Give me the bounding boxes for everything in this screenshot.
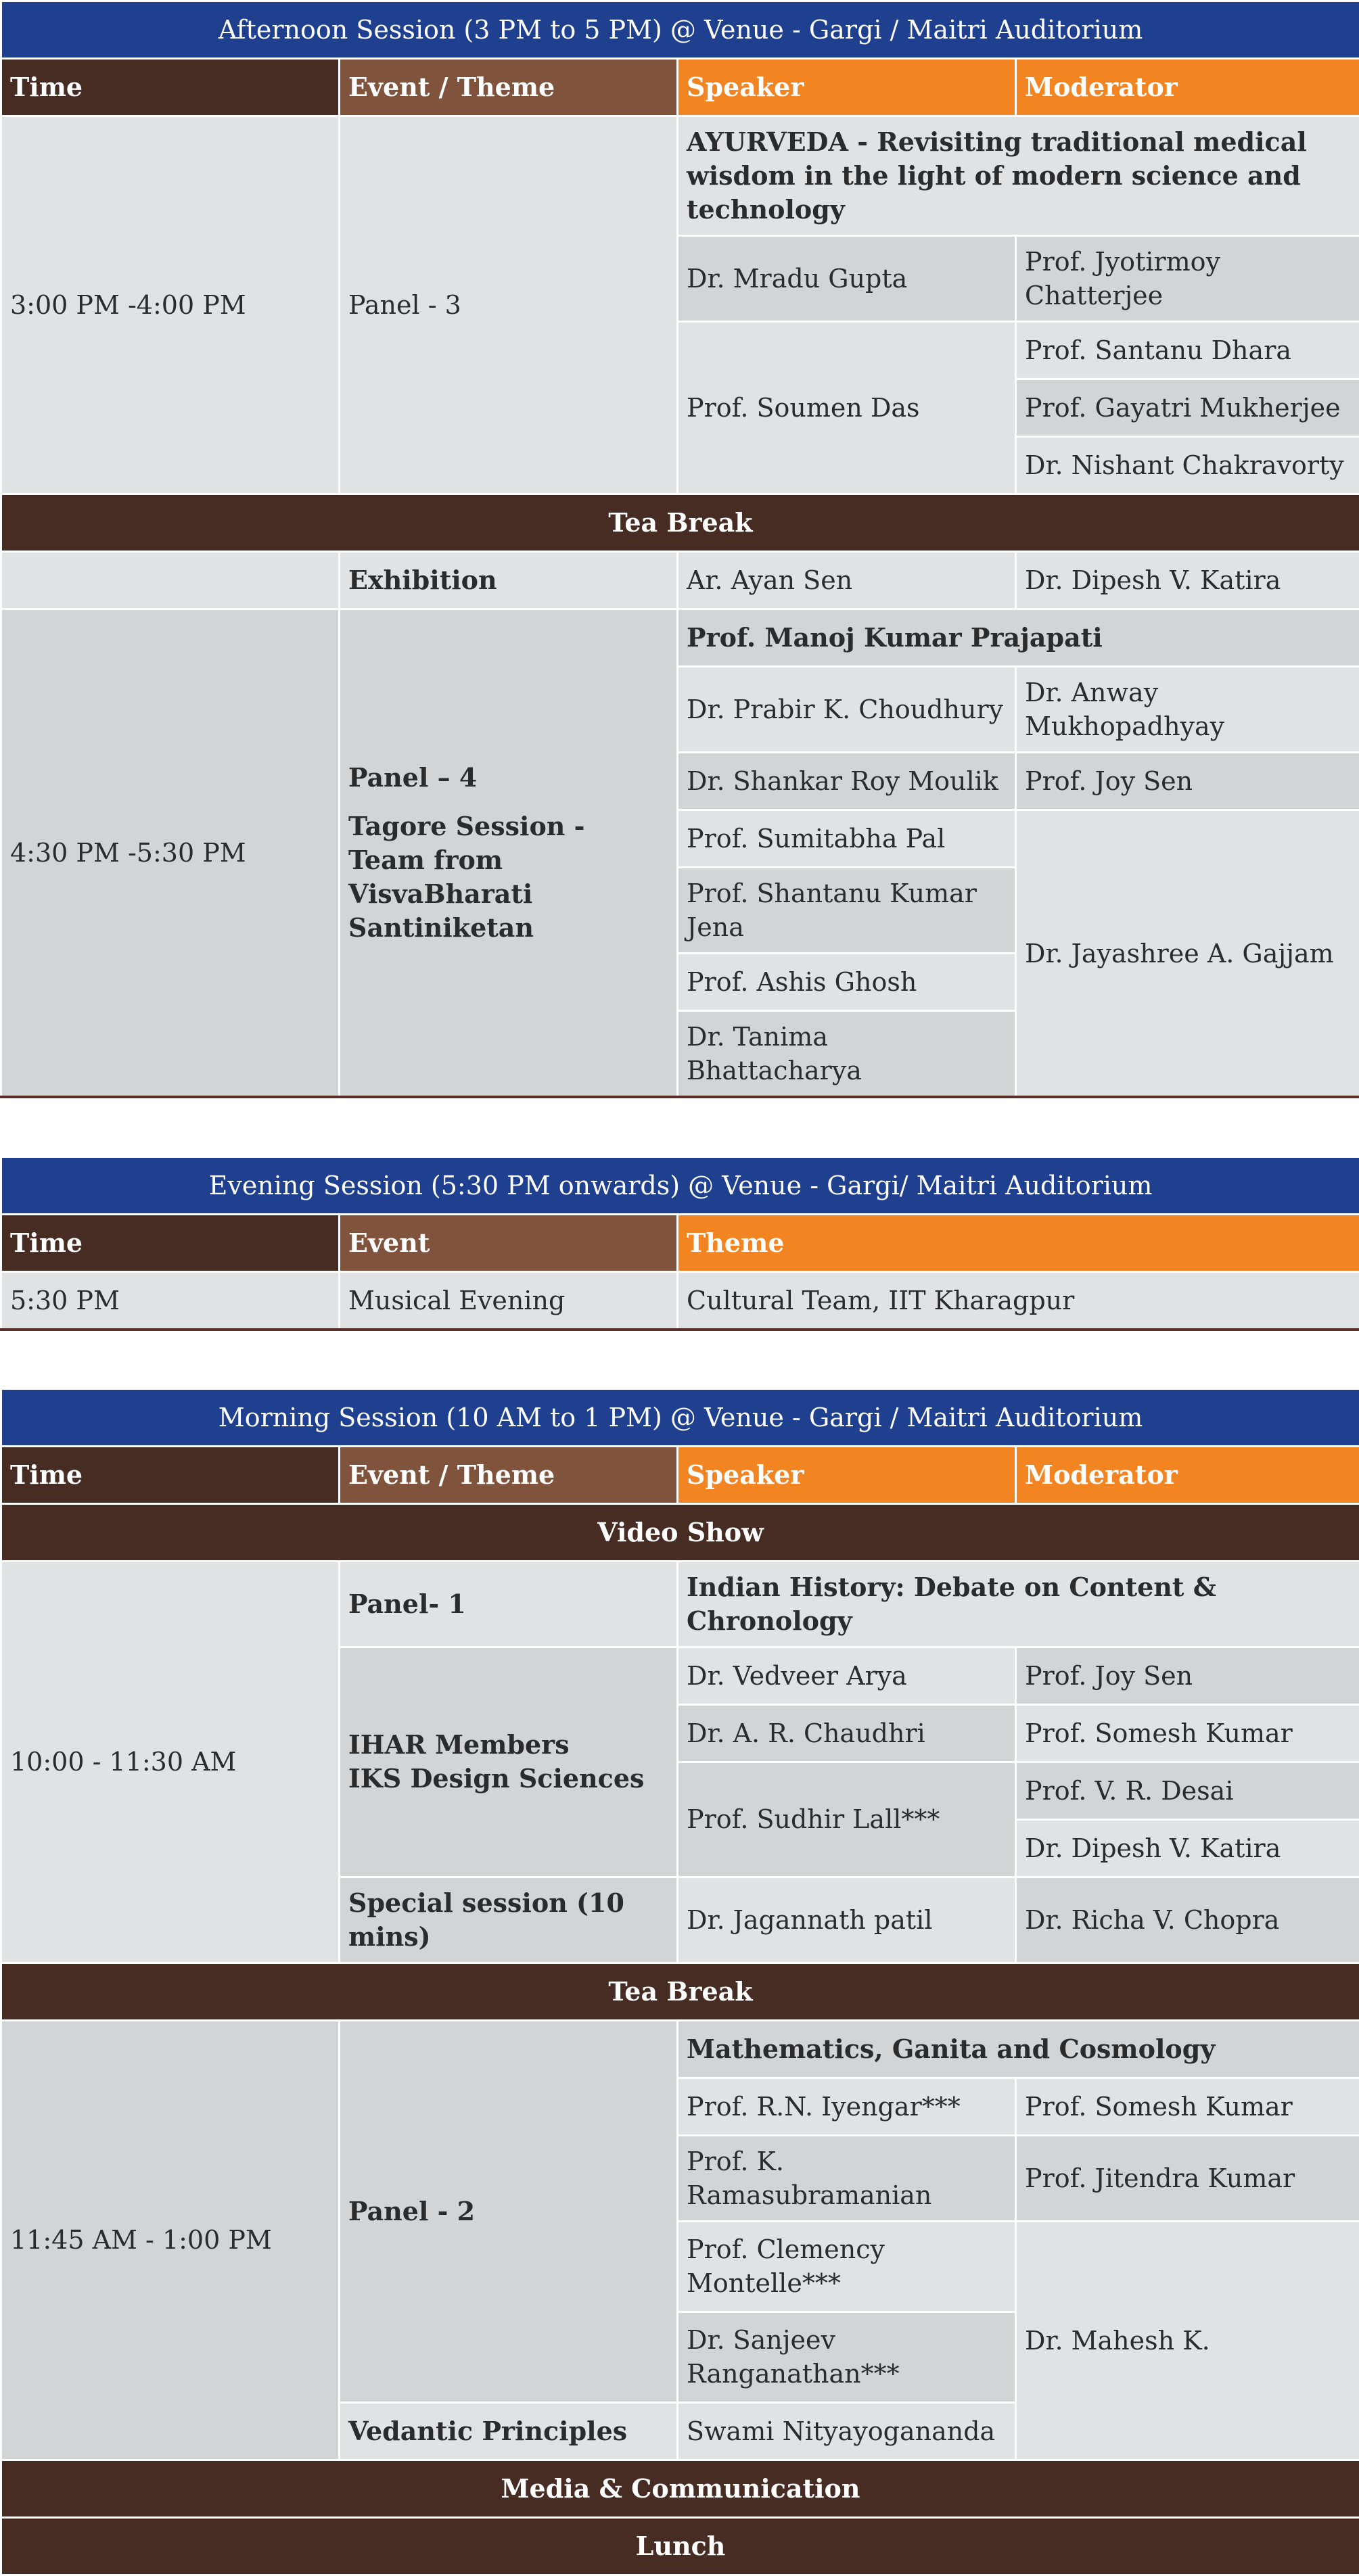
exhibition-event: Exhibition — [340, 552, 678, 609]
evening-header-row — [1, 1215, 1359, 1272]
panel1-speaker: Prof. Sudhir Lall*** — [678, 1762, 1016, 1877]
panel4-event-subtitle: Tagore Session - Team from VisvaBharati Santiniketan — [348, 810, 668, 945]
panel4-moderator: Prof. Joy Sen — [1016, 753, 1359, 810]
panel4-speaker: Prof. Shantanu Kumar Jena — [678, 868, 1016, 954]
panel2-speaker: Prof. R.N. Iyengar*** — [678, 2078, 1016, 2135]
panel2-moderator: Prof. Somesh Kumar — [1016, 2078, 1359, 2135]
panel4-speaker: Prof. Sumitabha Pal — [678, 810, 1016, 868]
panel1-theme: Indian History: Debate on Content & Chronology — [678, 1561, 1359, 1647]
panel3-moderator: Prof. Santanu Dhara — [1016, 322, 1359, 379]
panel4-moderator: Dr. Jayashree A. Gajjam — [1016, 810, 1359, 1098]
tea-break-afternoon: Tea Break — [1, 494, 1359, 552]
panel1-moderator: Dr. Dipesh V. Katira — [1016, 1819, 1359, 1877]
video-show-bar: Video Show — [1, 1503, 1359, 1561]
panel4-lead: Prof. Manoj Kumar Prajapati — [678, 609, 1359, 667]
panel2-time: 11:45 AM - 1:00 PM — [1, 2020, 340, 2460]
media-communication-bar: Media & Communication — [1, 2460, 1359, 2517]
evening-session-banner: Evening Session (5:30 PM onwards) @ Venue - Gargi/ Maitri Auditorium — [1, 1157, 1359, 1215]
header-moderator: Moderator — [1016, 59, 1359, 116]
morning-session-table — [0, 1388, 1359, 2576]
panel4-speaker: Dr. Shankar Roy Moulik — [678, 753, 1016, 810]
panel1-moderator: Prof. Joy Sen — [1016, 1647, 1359, 1704]
panel3-speaker: Dr. Mradu Gupta — [678, 236, 1016, 322]
vedantic-speaker: Swami Nityayogananda — [678, 2402, 1016, 2460]
panel4-speaker: Dr. Prabir K. Choudhury — [678, 667, 1016, 753]
header-time: Time — [1, 1215, 340, 1272]
panel4-moderator: Dr. Anway Mukhopadhyay — [1016, 667, 1359, 753]
panel1-group-line: IKS Design Sciences — [348, 1762, 668, 1796]
afternoon-header-row — [1, 59, 1359, 116]
panel1-group-line: IHAR Members — [348, 1728, 668, 1762]
panel2-speaker: Dr. Sanjeev Ranganathan*** — [678, 2312, 1016, 2402]
panel2-moderator: Dr. Mahesh K. — [1016, 2221, 1359, 2460]
special-session-speaker: Dr. Jagannath patil — [678, 1877, 1016, 1963]
evening-event: Musical Evening — [340, 1272, 678, 1330]
panel1-group — [340, 1647, 678, 1877]
panel4-event — [340, 609, 678, 1098]
panel3-time: 3:00 PM -4:00 PM — [1, 116, 340, 494]
header-speaker: Speaker — [678, 1446, 1016, 1503]
evening-session-table — [0, 1156, 1359, 1331]
section-gap — [0, 1331, 1359, 1388]
panel1-speaker: Dr. A. R. Chaudhri — [678, 1704, 1016, 1762]
header-theme: Theme — [678, 1215, 1359, 1272]
header-event-theme: Event / Theme — [340, 1446, 678, 1503]
afternoon-session-table — [0, 0, 1359, 1098]
panel3-moderator: Prof. Jyotirmoy Chatterjee — [1016, 236, 1359, 322]
special-session-event: Special session (10 mins) — [340, 1877, 678, 1963]
exhibition-moderator: Dr. Dipesh V. Katira — [1016, 552, 1359, 609]
exhibition-speaker: Ar. Ayan Sen — [678, 552, 1016, 609]
panel1-event: Panel- 1 — [340, 1561, 678, 1647]
evening-time: 5:30 PM — [1, 1272, 340, 1330]
panel3-moderator: Prof. Gayatri Mukherjee — [1016, 379, 1359, 437]
header-speaker: Speaker — [678, 59, 1016, 116]
header-event: Event — [340, 1215, 678, 1272]
tea-break-morning: Tea Break — [1, 1963, 1359, 2020]
panel1-moderator: Prof. Somesh Kumar — [1016, 1704, 1359, 1762]
panel4-speaker: Dr. Tanima Bhattacharya — [678, 1011, 1016, 1098]
panel3-theme: AYURVEDA - Revisiting traditional medical wisdom in the light of modern science and technology — [678, 116, 1359, 236]
exhibition-time — [1, 552, 340, 609]
morning-header-row — [1, 1446, 1359, 1503]
header-time: Time — [1, 1446, 340, 1503]
panel2-event: Panel - 2 — [340, 2020, 678, 2402]
section-gap — [0, 1098, 1359, 1156]
afternoon-session-banner: Afternoon Session (3 PM to 5 PM) @ Venue - Gargi / Maitri Auditorium — [1, 1, 1359, 59]
header-moderator: Moderator — [1016, 1446, 1359, 1503]
panel1-moderator: Prof. V. R. Desai — [1016, 1762, 1359, 1819]
panel4-time: 4:30 PM -5:30 PM — [1, 609, 340, 1098]
evening-theme: Cultural Team, IIT Kharagpur — [678, 1272, 1359, 1330]
panel3-event: Panel - 3 — [340, 116, 678, 494]
header-event-theme: Event / Theme — [340, 59, 678, 116]
special-session-moderator: Dr. Richa V. Chopra — [1016, 1877, 1359, 1963]
panel4-event-title: Panel – 4 — [348, 761, 668, 795]
panel1-speaker: Dr. Vedveer Arya — [678, 1647, 1016, 1704]
panel2-speaker: Prof. Clemency Montelle*** — [678, 2221, 1016, 2312]
panel2-moderator: Prof. Jitendra Kumar — [1016, 2135, 1359, 2221]
panel1-time: 10:00 - 11:30 AM — [1, 1561, 340, 1963]
panel4-speaker: Prof. Ashis Ghosh — [678, 954, 1016, 1011]
morning-session-banner: Morning Session (10 AM to 1 PM) @ Venue - Gargi / Maitri Auditorium — [1, 1388, 1359, 1446]
vedantic-event: Vedantic Principles — [340, 2402, 678, 2460]
panel3-speaker: Prof. Soumen Das — [678, 322, 1016, 494]
panel2-speaker: Prof. K. Ramasubramanian — [678, 2135, 1016, 2221]
panel3-moderator: Dr. Nishant Chakravorty — [1016, 437, 1359, 494]
lunch-bar: Lunch — [1, 2517, 1359, 2575]
header-time: Time — [1, 59, 340, 116]
panel2-theme: Mathematics, Ganita and Cosmology — [678, 2020, 1359, 2078]
